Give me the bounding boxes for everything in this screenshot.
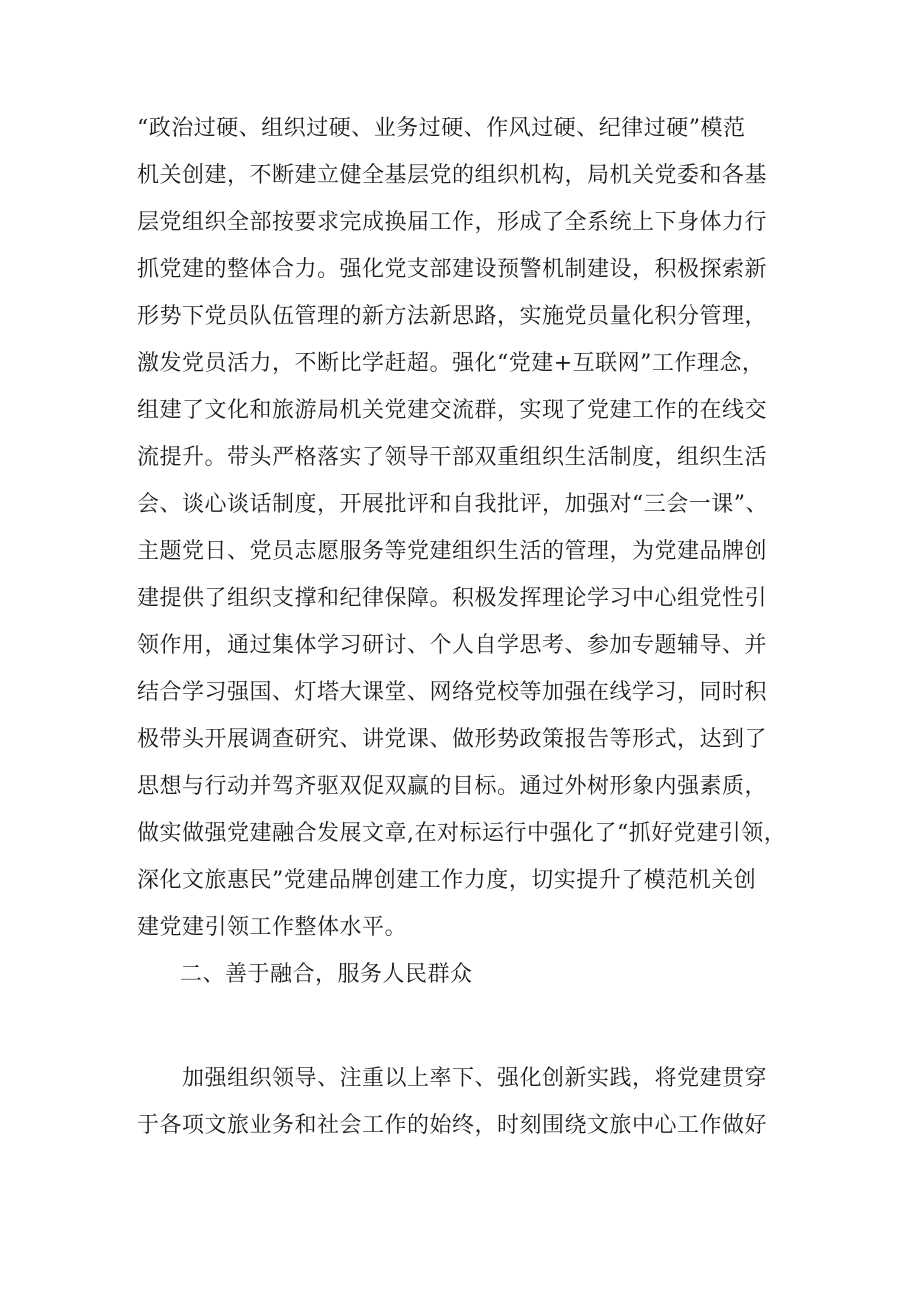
text-line: 形势下党员队伍管理的新方法新思路，实施党员量化积分管理，: [137, 304, 768, 329]
text-line: 深化文旅惠民”党建品牌创建工作力度，切实提升了模范机关创: [137, 868, 757, 893]
text-line: “政治过硬、组织过硬、业务过硬、作风过硬、纪律过硬”模范: [137, 116, 746, 141]
text-line: 主题党日、党员志愿服务等党建组织生活的管理，为党建品牌创: [137, 539, 768, 564]
text-line: 极带头开展调查研究、讲党课、做形势政策报告等形式，达到了: [137, 727, 768, 752]
text-line: 思想与行动并驾齐驱双促双赢的目标。通过外树形象内强素质，: [137, 774, 768, 799]
text-line: 激发党员活力，不断比学赶超。强化“党建+互联网”工作理念，: [137, 351, 765, 376]
heading-text: 二、善于融合，服务人民群众: [180, 962, 473, 987]
text-line: 机关创建，不断建立健全基层党的组织机构，局机关党委和各基: [137, 163, 768, 188]
text-line: 流提升。带头严格落实了领导干部双重组织生活制度，组织生活: [137, 445, 768, 470]
text-line: 建党建引领工作整体水平。: [137, 915, 408, 940]
text-line: 加强组织领导、注重以上率下、强化创新实践，将党建贯穿: [182, 1066, 768, 1091]
text-line: 层党组织全部按要求完成换届工作，形成了全系统上下身体力行: [137, 210, 768, 235]
text-line: 抓党建的整体合力。强化党支部建设预警机制建设，积极探索新: [137, 257, 768, 282]
text-line: 领作用，通过集体学习研讨、个人自学思考、参加专题辅导、并: [137, 633, 768, 658]
text-line: 会、谈心谈话制度，开展批评和自我批评，加强对“三会一课”、: [137, 492, 768, 517]
text-line: 结合学习强国、灯塔大课堂、网络党校等加强在线学习，同时积: [137, 680, 768, 705]
text-line: 组建了文化和旅游局机关党建交流群，实现了党建工作的在线交: [137, 398, 768, 423]
text-line: 做实做强党建融合发展文章,在对标运行中强化了“抓好党建引领，: [137, 821, 787, 846]
text-line: 于各项文旅业务和社会工作的始终，时刻围绕文旅中心工作做好: [137, 1113, 768, 1138]
text-line: 建提供了组织支撑和纪律保障。积极发挥理论学习中心组党性引: [137, 586, 768, 611]
